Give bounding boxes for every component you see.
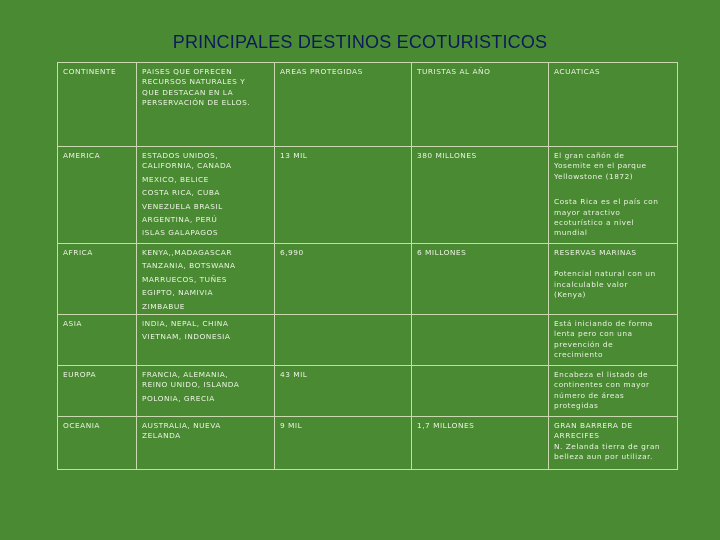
header-paises-line: RECURSOS NATURALES Y bbox=[142, 77, 246, 87]
note-line: incalculable valor bbox=[554, 279, 628, 289]
header-turistas: TURISTAS AL AÑO bbox=[417, 67, 491, 76]
country-line: EGIPTO, NAMIVIA bbox=[142, 288, 213, 298]
note-line: mayor atractivo bbox=[554, 207, 621, 217]
country-line: INDIA, NEPAL, CHINA bbox=[142, 319, 229, 329]
country-line: VIETNAM, INDONESIA bbox=[142, 332, 231, 342]
country-line: KENYA,,MADAGASCAR bbox=[142, 248, 232, 257]
note-line: El gran cañón de bbox=[554, 151, 625, 160]
header-paises-line: PAISES QUE OFRECEN bbox=[142, 67, 233, 76]
table-row bbox=[58, 244, 678, 315]
continent-cell bbox=[58, 147, 137, 244]
continent-cell bbox=[58, 366, 137, 417]
areas-value: 43 MIL bbox=[280, 370, 308, 380]
tourists-cell bbox=[412, 417, 549, 470]
tourists-cell bbox=[412, 147, 549, 244]
country-line: REINO UNIDO, ISLANDA bbox=[142, 380, 240, 390]
table-row bbox=[58, 147, 678, 244]
note-line: lenta pero con una bbox=[554, 329, 633, 339]
note-line: Potencial natural con un bbox=[554, 269, 656, 279]
continent-cell bbox=[58, 417, 137, 470]
tourists-value: 380 MILLONES bbox=[417, 151, 477, 160]
note-line: crecimiento bbox=[554, 350, 604, 360]
note-line: Encabeza el listado de bbox=[554, 370, 649, 380]
note-line: RESERVAS MARINAS bbox=[554, 248, 637, 257]
header-cell bbox=[58, 63, 137, 147]
note-line: ecoturístico a nivel bbox=[554, 218, 635, 228]
header-cell bbox=[549, 63, 678, 147]
note-line: Está iniciando de forma bbox=[554, 319, 653, 329]
country-line: ISLAS GALAPAGOS bbox=[142, 228, 219, 238]
tourists-value: 6 MILLONES bbox=[417, 248, 467, 257]
header-paises-line: PERSERVACIÓN DE ELLOS. bbox=[142, 98, 251, 108]
country-line: MARRUECOS, TUÑES bbox=[142, 274, 227, 284]
country-line: FRANCIA, ALEMANIA, bbox=[142, 370, 229, 380]
note-line: prevención de bbox=[554, 339, 614, 349]
country-line: COSTA RICA, CUBA bbox=[142, 188, 220, 198]
areas-cell bbox=[275, 147, 412, 244]
note-line: Costa Rica es el país con bbox=[554, 197, 659, 207]
continent-name: AMERICA bbox=[63, 151, 101, 160]
note-line: Yellowstone (1872) bbox=[554, 171, 634, 181]
countries-cell bbox=[137, 244, 275, 315]
header-continente: CONTINENTE bbox=[63, 67, 117, 76]
areas-value: 9 MIL bbox=[280, 421, 303, 431]
country-line: ZIMBABUE bbox=[142, 301, 185, 311]
continent-name: EUROPA bbox=[63, 370, 97, 380]
country-line: ZELANDA bbox=[142, 431, 181, 441]
areas-value: 6,990 bbox=[280, 248, 304, 257]
notes-cell bbox=[549, 417, 678, 470]
notes-cell bbox=[549, 366, 678, 417]
header-cell bbox=[412, 63, 549, 147]
countries-cell bbox=[137, 417, 275, 470]
continent-name: ASIA bbox=[63, 319, 82, 329]
table-row bbox=[58, 366, 678, 417]
country-line: AUSTRALIA, NUEVA bbox=[142, 421, 221, 431]
areas-cell bbox=[275, 315, 412, 366]
tourists-cell bbox=[412, 366, 549, 417]
areas-cell bbox=[275, 366, 412, 417]
note-line: continentes con mayor bbox=[554, 380, 650, 390]
header-paises-line: QUE DESTACAN EN LA bbox=[142, 87, 234, 97]
slide-title: PRINCIPALES DESTINOS ECOTURISTICOS bbox=[172, 32, 548, 52]
continent-name: AFRICA bbox=[63, 248, 93, 257]
note-line: (Kenya) bbox=[554, 290, 586, 300]
country-line: POLONIA, GRECIA bbox=[142, 393, 215, 403]
countries-cell bbox=[137, 366, 275, 417]
note-line: mundial bbox=[554, 228, 588, 238]
country-line: CALIFORNIA, CANADA bbox=[142, 161, 232, 171]
header-row bbox=[58, 63, 678, 147]
note-line: GRAN BARRERA DE bbox=[554, 421, 633, 431]
notes-cell bbox=[549, 315, 678, 366]
note-line: número de áreas bbox=[554, 390, 625, 400]
notes-cell bbox=[549, 147, 678, 244]
country-line: TANZANIA, BOTSWANA bbox=[142, 261, 236, 271]
destinations-table bbox=[57, 62, 678, 470]
tourists-value: 1,7 MILLONES bbox=[417, 421, 475, 431]
areas-cell bbox=[275, 244, 412, 315]
continent-cell bbox=[58, 244, 137, 315]
note-line: Yosemite en el parque bbox=[554, 161, 647, 171]
tourists-cell bbox=[412, 244, 549, 315]
tourists-cell bbox=[412, 315, 549, 366]
areas-cell bbox=[275, 417, 412, 470]
notes-cell bbox=[549, 244, 678, 315]
country-line: ARGENTINA, PERÚ bbox=[142, 215, 218, 225]
countries-cell bbox=[137, 147, 275, 244]
table-row bbox=[58, 315, 678, 366]
note-line: protegidas bbox=[554, 401, 599, 411]
header-cell bbox=[275, 63, 412, 147]
header-acuaticas: ACUATICAS bbox=[554, 67, 601, 76]
header-cell bbox=[137, 63, 275, 147]
table-row bbox=[58, 417, 678, 470]
note-line: ARRECIFES bbox=[554, 431, 600, 441]
country-line: ESTADOS UNIDOS, bbox=[142, 151, 219, 160]
areas-value: 13 MIL bbox=[280, 151, 308, 160]
countries-cell bbox=[137, 315, 275, 366]
continent-cell bbox=[58, 315, 137, 366]
continent-name: OCEANIA bbox=[63, 421, 100, 431]
note-line: belleza aun por utilizar. bbox=[554, 452, 653, 462]
note-line: N. Zelanda tierra de gran bbox=[554, 441, 661, 451]
country-line: MEXICO, BELICE bbox=[142, 174, 209, 184]
country-line: VENEZUELA BRASIL bbox=[142, 201, 223, 211]
header-areas: AREAS PROTEGIDAS bbox=[280, 67, 363, 76]
